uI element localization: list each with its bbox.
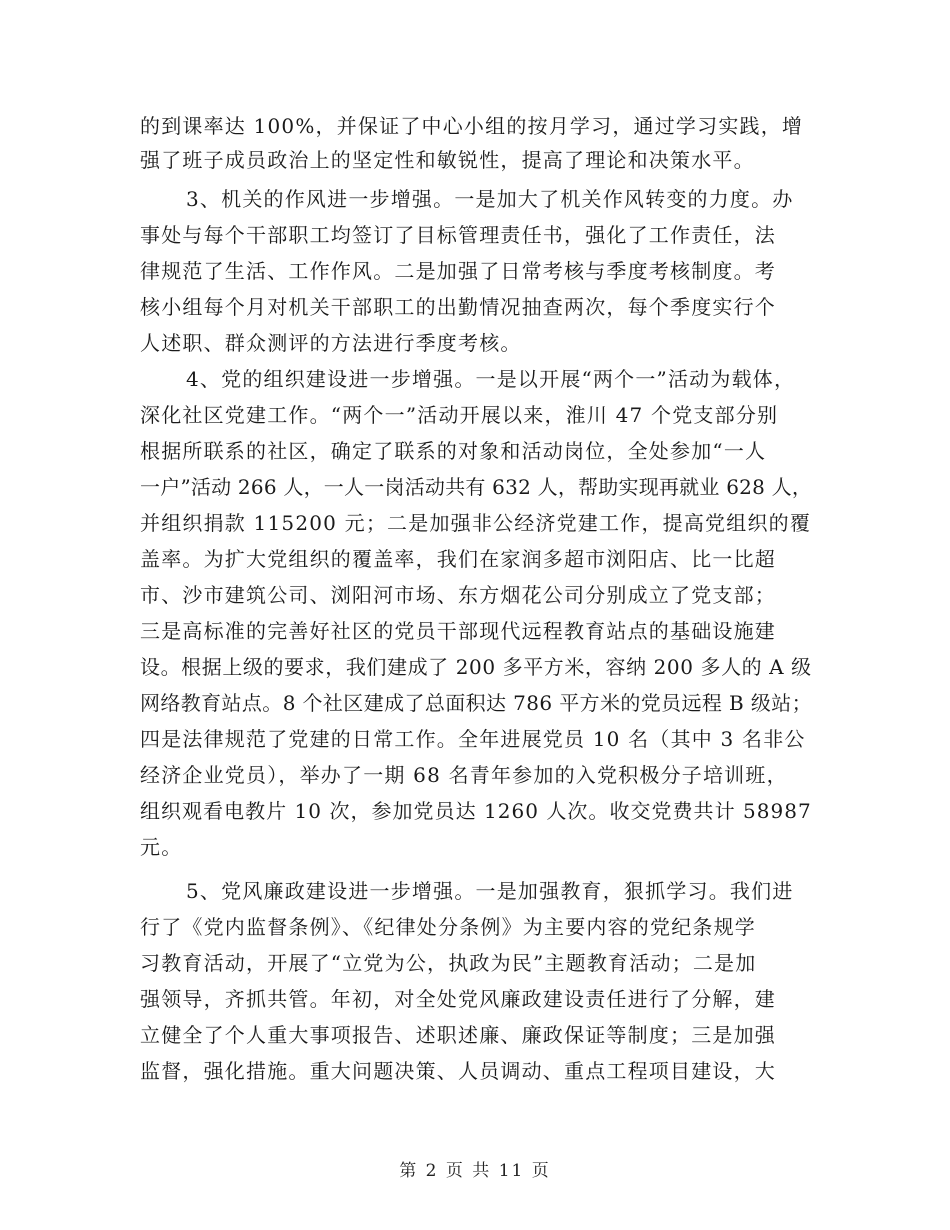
text-line: 网络教育站点。8 个社区建成了总面积达 786 平方米的党员远程 B 级站； [140, 691, 812, 715]
text-line: 律规范了生活、工作作风。二是加强了日常考核与季度考核制度。考 [140, 259, 776, 283]
text-line: 设。根据上级的要求，我们建成了 200 多平方米，容纳 200 多人的 A 级 [140, 655, 812, 679]
text-line: 监督，强化措施。重大问题决策、人员调动、重点工程项目建设，大 [140, 1059, 776, 1083]
text-line: 四是法律规范了党建的日常工作。全年进展党员 10 名（其中 3 名非公 [140, 727, 806, 751]
text-line: 习教育活动，开展了“立党为公，执政为民”主题教育活动；二是加 [140, 951, 757, 975]
text-line: 并组织捐款 115200 元；二是加强非公经济党建工作，提高党组织的覆 [140, 511, 812, 535]
text-line: 立健全了个人重大事项报告、述职述廉、廉政保证等制度；三是加强 [140, 1023, 776, 1047]
page-number-footer: 第 2 页 共 11 页 [399, 1161, 551, 1181]
text-line: 一户”活动 266 人，一人一岗活动共有 632 人，帮助实现再就业 628 人， [140, 475, 813, 499]
text-line: 强了班子成员政治上的坚定性和敏锐性，提高了理论和决策水平。 [140, 148, 755, 172]
text-line: 经济企业党员），举办了一期 68 名青年参加的入党积极分子培训班， [140, 763, 788, 787]
text-line: 行了《党内监督条例》、《纪律处分条例》为主要内容的党纪条规学 [140, 915, 756, 939]
text-line: 根据所联系的社区，确定了联系的对象和活动岗位，全处参加“一人 [140, 439, 767, 463]
text-line: 三是高标准的完善好社区的党员干部现代远程教育站点的基础设施建 [140, 619, 776, 643]
text-line: 强领导，齐抓共管。年初，对全处党风廉政建设责任进行了分解，建 [140, 987, 776, 1011]
paragraph-5-start: 5、党风廉政建设进一步增强。一是加强教育，狠抓学习。我们进 [186, 879, 794, 903]
text-line: 的到课率达 100%，并保证了中心小组的按月学习，通过学习实践，增 [140, 114, 804, 138]
paragraph-3-start: 3、机关的作风进一步增强。一是加大了机关作风转变的力度。办 [186, 187, 794, 211]
text-line: 盖率。为扩大党组织的覆盖率，我们在家润多超市浏阳店、比一比超 [140, 547, 776, 571]
paragraph-4-start: 4、党的组织建设进一步增强。一是以开展“两个一”活动为载体， [186, 367, 796, 391]
text-line: 事处与每个干部职工均签订了目标管理责任书，强化了工作责任，法 [140, 223, 776, 247]
text-line: 元。 [140, 835, 183, 859]
text-line: 组织观看电教片 10 次，参加党员达 1260 人次。收交党费共计 58987 [140, 799, 812, 823]
text-line: 市、沙市建筑公司、浏阳河市场、东方烟花公司分别成立了党支部； [140, 583, 776, 607]
text-line: 核小组每个月对机关干部职工的出勤情况抽查两次，每个季度实行个 [140, 295, 776, 319]
text-line: 人述职、群众测评的方法进行季度考核。 [140, 331, 522, 355]
text-line: 深化社区党建工作。“两个一”活动开展以来，淮川 47 个党支部分别 [140, 403, 779, 427]
